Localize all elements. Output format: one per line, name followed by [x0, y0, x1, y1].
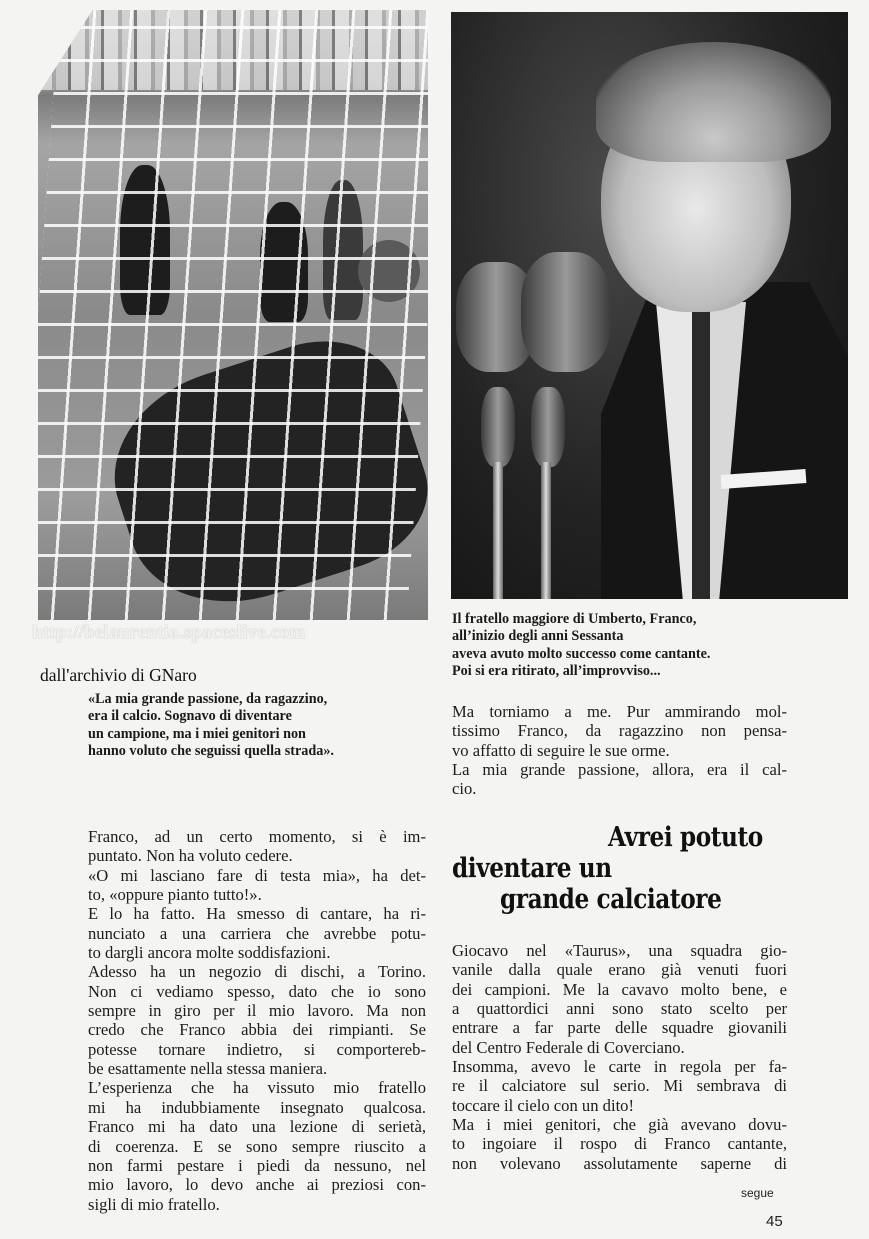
text-line: L’esperienza che ha vissuto mio fratello [88, 1078, 426, 1098]
text-line: Adesso ha un negozio di dischi, a Torino. [88, 962, 426, 982]
text-line: puntato. Non ha voluto cedere. [88, 846, 293, 866]
text-line: Franco, ad un certo momento, si è im- [88, 827, 426, 846]
text-line: to, «oppure pianto tutto!». [88, 885, 262, 905]
section-headline-line: grande calciatore [500, 884, 722, 915]
text-line: potesse tornare indietro, si comportereb- [88, 1039, 426, 1059]
text-line: re il calciatore sul serio. Mi sembrava di [452, 1076, 787, 1096]
text-line: non volevano assolutamente saperne di [452, 1153, 787, 1173]
caption-line: aveva avuto molto successo come cantante. [452, 645, 711, 662]
text-line: be esattamente nella stessa maniera. [88, 1059, 328, 1079]
text-line: dei campioni. Me la cavavo molto bene, e [452, 979, 787, 999]
singer-hair [596, 42, 831, 162]
caption-left [88, 691, 334, 760]
text-line: Non ci vediamo spesso, dato che io sono [88, 981, 426, 1001]
text-line: vo affatto di seguire le sue orme. [452, 740, 670, 760]
caption-line: hanno voluto che seguissi quella strada». [88, 742, 334, 759]
text-line: Ma i miei genitori, che già avevano dovu- [452, 1115, 787, 1135]
singer-photo [451, 12, 848, 599]
page-number: 45 [766, 1213, 783, 1230]
text-line: mi ha indubbiamente insegnato qualcosa. [88, 1097, 426, 1117]
football-photo [38, 10, 428, 620]
article-column-right-top [452, 702, 787, 799]
caption-line: all’inizio degli anni Sessanta [452, 628, 624, 645]
text-line: Insomma, avevo le carte in regola per fa- [452, 1057, 787, 1077]
text-line: La mia grande passione, allora, era il cal- [452, 760, 787, 780]
article-column-left [88, 827, 426, 1214]
caption-line: un campione, ma i miei genitori non [88, 725, 306, 742]
text-line: a quattordici anni sono stato scelto per [452, 999, 787, 1019]
text-line: mio lavoro, lo devo anche ai preziosi con- [88, 1175, 426, 1195]
microphone-icon [481, 387, 515, 467]
caption-line: Poi si era ritirato, all’improvviso... [452, 662, 661, 679]
caption-line: era il calcio. Sognavo di diventare [88, 708, 292, 725]
microphone-icon [531, 387, 565, 467]
caption-line: Il fratello maggiore di Umberto, Franco, [452, 611, 697, 627]
text-line: del Centro Federale di Coverciano. [452, 1037, 685, 1057]
text-line: non farmi pestare i piedi da nessuno, nel [88, 1155, 426, 1175]
watermark-url: http://belaurentia.spaceslive.com [32, 622, 306, 643]
continues-label: segue [741, 1186, 774, 1200]
caption-right [452, 611, 710, 680]
text-line: Franco mi ha dato una lezione di serietà, [88, 1117, 426, 1137]
archive-credit: dall'archivio di GNaro [40, 665, 197, 685]
text-line: credo che Franco abbia dei rimpianti. Se [88, 1020, 426, 1040]
text-line: to ingoiare il rospo di Franco cantante, [452, 1134, 787, 1154]
text-line: vanile dalla quale erano già venuti fuori [452, 960, 787, 980]
text-line: sempre in giro per il mio lavoro. Ma non [88, 1001, 426, 1021]
text-line: Giocavo nel «Taurus», una squadra gio- [452, 941, 787, 960]
section-headline-line: Avrei potuto [608, 822, 763, 853]
microphone-stand [493, 462, 503, 599]
microphone-icon [521, 252, 611, 372]
text-line: «O mi lasciano fare di testa mia», ha det- [88, 865, 426, 885]
text-line: tissimo Franco, da ragazzino non pensa- [452, 721, 787, 741]
text-line: Ma torniamo a me. Pur ammirando mol- [452, 702, 787, 721]
section-headline-line: diventare un [452, 853, 612, 884]
text-line: cio. [452, 779, 477, 799]
text-line: to dargli ancora molte soddisfazioni. [88, 943, 331, 963]
text-line: nunciato a una carriera che avrebbe potu- [88, 923, 426, 943]
text-line: entrare a far parte delle squadre giovanili [452, 1018, 787, 1038]
text-line: di coerenza. E se sono sempre riuscito a [88, 1136, 426, 1156]
goal-net [38, 10, 428, 620]
text-line: E lo ha fatto. Ha smesso di cantare, ha ri- [88, 904, 426, 924]
text-line: sigli di mio fratello. [88, 1194, 220, 1214]
text-line: toccare il cielo con un dito! [452, 1095, 634, 1115]
microphone-stand [541, 462, 551, 599]
caption-line: «La mia grande passione, da ragazzino, [88, 691, 328, 707]
article-column-right-bottom [452, 941, 787, 1173]
